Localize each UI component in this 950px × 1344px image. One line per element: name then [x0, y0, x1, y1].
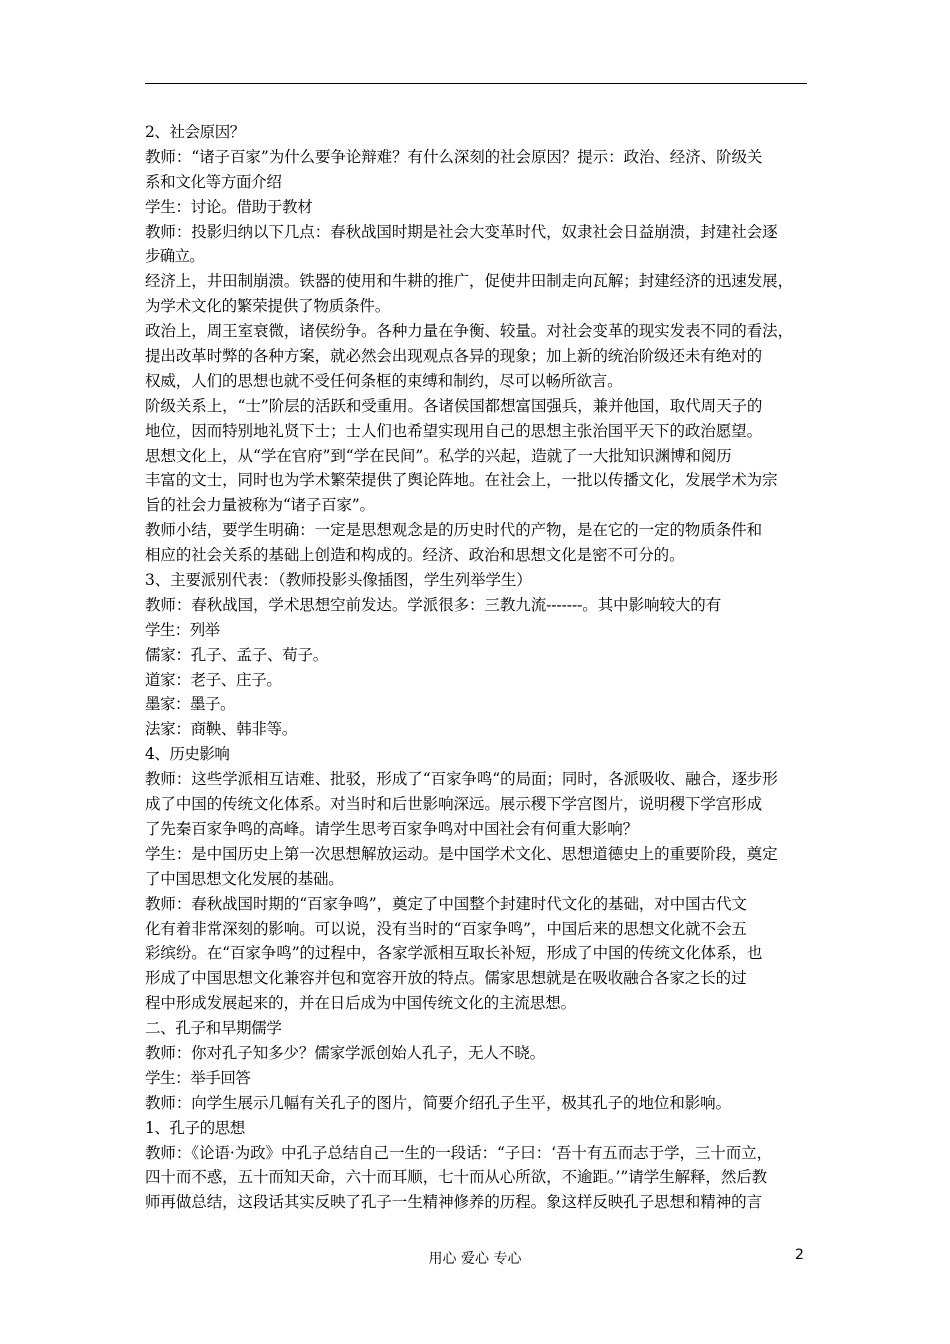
text-line: 了中国思想文化发展的基础。	[145, 869, 344, 888]
page-number: 2	[795, 1247, 804, 1263]
text-line: 步确立。	[145, 247, 205, 266]
text-line: 系和文化等方面介绍	[145, 172, 282, 191]
text-line: 成了中国的传统文化体系。对当时和后世影响深远。展示稷下学宫图片，说明稷下学宫形成	[145, 795, 763, 814]
header-rule	[145, 83, 807, 84]
text-line: 学生：举手回答	[145, 1068, 251, 1087]
text-line: 学生：讨论。借助于教材	[145, 197, 313, 216]
text-line: 权威，人们的思想也就不受任何条框的束缚和制约，尽可以畅所欲言。	[145, 371, 623, 390]
text-line: 师再做总结，这段话其实反映了孔子一生精神修养的历程。象这样反映孔子思想和精神的言	[145, 1193, 763, 1212]
text-line: 提出改革时弊的各种方案，就必然会出现观点各异的现象；加上新的统治阶级还未有绝对的	[145, 347, 763, 366]
text-line: 儒家：孔子、孟子、荀子。	[145, 645, 329, 664]
text-line: 教师小结，要学生明确：一定是思想观念是的历史时代的产物，是在它的一定的物质条件和	[145, 521, 763, 540]
text-line: 丰富的文士，同时也为学术繁荣提供了舆论阵地。在社会上，一批以传播文化，发展学术为宗	[145, 471, 778, 490]
text-line: 为学术文化的繁荣提供了物质条件。	[145, 297, 391, 316]
document-body	[145, 120, 810, 1215]
text-line: 教师：这些学派相互诘难、批驳，形成了“百家争鸣“的局面；同时，各派吸收、融合，逐步形	[145, 770, 778, 789]
text-line: 3、主要派别代表：（教师投影头像插图，学生列举学生）	[145, 571, 532, 590]
text-line: 教师：春秋战国时期的“百家争鸣”，奠定了中国整个封建时代文化的基础，对中国古代文	[145, 894, 747, 913]
text-line: 程中形成发展起来的，并在日后成为中国传统文化的主流思想。	[145, 994, 577, 1013]
text-line: 相应的社会关系的基础上创造和构成的。经济、政治和思想文化是密不可分的。	[145, 546, 685, 565]
text-line: 2、社会原因？	[145, 123, 245, 141]
footer-slogan: 用心 爱心 专心	[428, 1251, 522, 1267]
text-line: 4、历史影响	[145, 745, 230, 764]
text-line: 教师：向学生展示几幅有关孔子的图片，简要介绍孔子生平，极其孔子的地位和影响。	[145, 1093, 732, 1112]
text-line: 教师：《论语·为政》中孔子总结自己一生的一段话：“子曰：‘吾十有五而志于学，三十而立，	[145, 1143, 773, 1162]
text-line: 学生：列举	[145, 620, 220, 639]
text-line: 1、孔子的思想	[145, 1118, 245, 1137]
text-line: 形成了中国思想文化兼容并包和宽容开放的特点。儒家思想就是在吸收融合各家之长的过	[145, 969, 747, 988]
text-line: 了先秦百家争鸣的高峰。请学生思考百家争鸣对中国社会有何重大影响？	[145, 819, 639, 838]
text-line: 四十而不惑，五十而知天命，六十而耳顺，七十而从心所欲，不逾距。’”请学生解释，然后教	[145, 1168, 768, 1187]
text-line: 教师：投影归纳以下几点：春秋战国时期是社会大变革时代，奴隶社会日益崩溃，封建社会逐	[145, 222, 778, 241]
text-line: 二、孔子和早期儒学	[145, 1019, 282, 1038]
text-line: 道家：老子、庄子。	[145, 670, 282, 689]
text-line: 化有着非常深刻的影响。可以说，没有当时的“百家争鸣”，中国后来的思想文化就不会五	[145, 919, 747, 938]
text-line: 教师：你对孔子知多少？儒家学派创始人孔子，无人不晓。	[145, 1043, 546, 1062]
text-line: 墨家：墨子。	[145, 695, 236, 714]
text-line: 教师：春秋战国，学术思想空前发达。学派很多：三教九流-------。其中影响较大的有	[145, 595, 722, 614]
text-line: 法家：商鞅、韩非等。	[145, 720, 298, 739]
text-line: 地位，因而特别地礼贤下士；士人们也希望实现用自己的思想主张治国平天下的政治愿望。	[145, 421, 763, 440]
text-line: 思想文化上，从“学在官府”到“学在民间”。私学的兴起，造就了一大批知识渊博和阅历	[145, 446, 732, 465]
text-line: 政治上，周王室衰微，诸侯纷争。各种力量在争衡、较量。对社会变革的现实发表不同的看法，	[145, 322, 794, 341]
text-line: 彩缤纷。在“百家争鸣”的过程中，各家学派相互取长补短，形成了中国的传统文化体系，也	[145, 944, 763, 963]
text-line: 阶级关系上，“士”阶层的活跃和受重用。各诸侯国都想富国强兵，兼并他国，取代周天子的	[145, 396, 763, 415]
text-line: 经济上，井田制崩溃。铁器的使用和牛耕的推广，促使井田制走向瓦解；封建经济的迅速发展，	[145, 272, 794, 291]
text-line: 教师：“诸子百家”为什么要争论辩难？有什么深刻的社会原因？提示：政治、经济、阶级关	[145, 147, 763, 166]
text-line: 旨的社会力量被称为“诸子百家”。	[145, 496, 375, 515]
text-line: 学生：是中国历史上第一次思想解放运动。是中国学术文化、思想道德史上的重要阶段，奠定	[145, 844, 778, 863]
